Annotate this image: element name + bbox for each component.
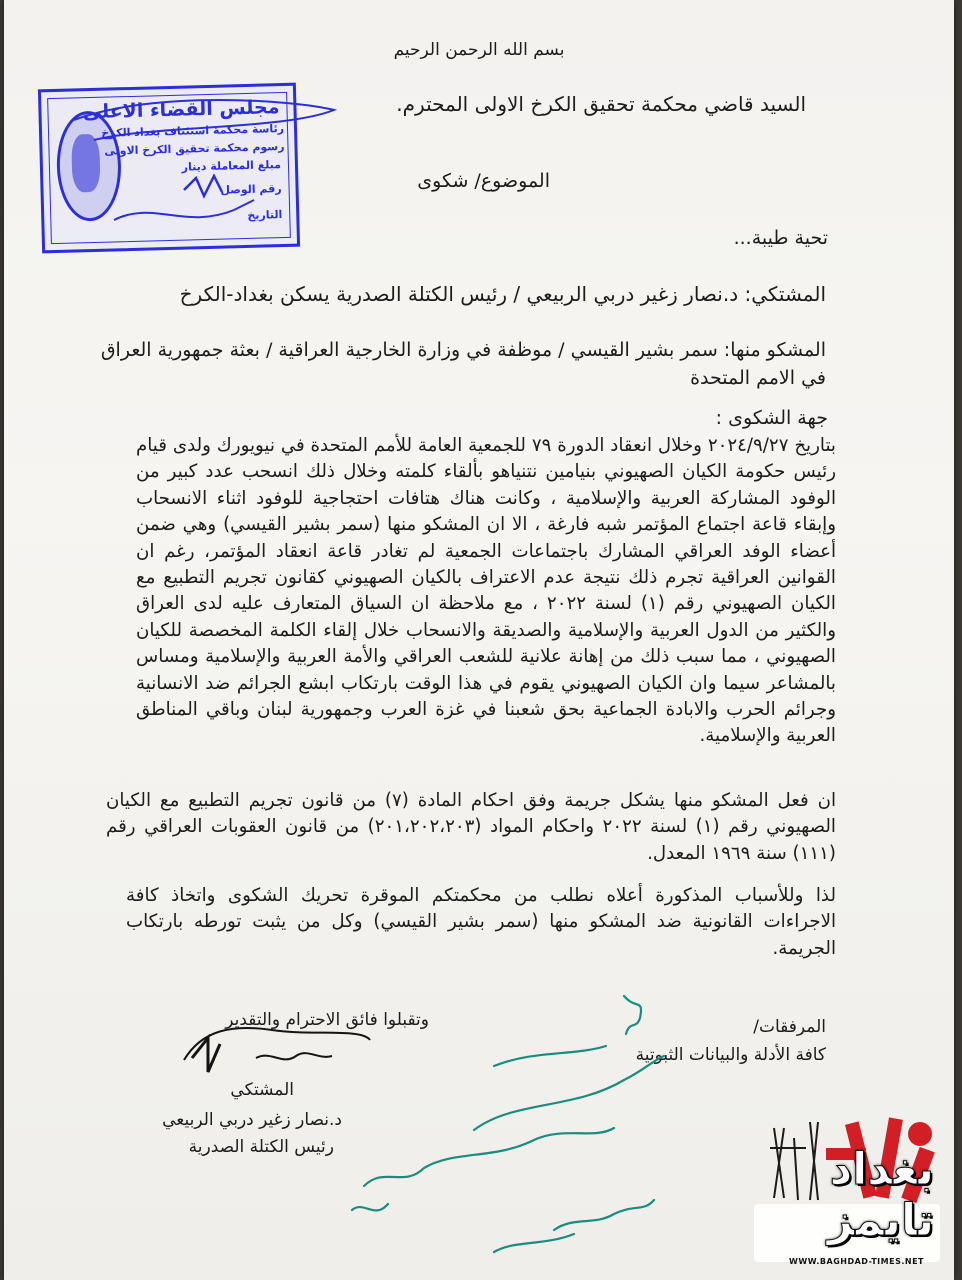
signature-title: المشتكي [230,1080,294,1100]
stamp-line-4: مبلغ المعاملة دينار [181,158,282,174]
document-page [4,0,954,1280]
stamp-line-1: مجلس القضاء الاعلى [82,96,280,124]
stamp-line-3: رسوم محكمة تحقيق الكرخ الاولى [104,139,285,158]
basmala: بسم الله الرحمن الرحيم [393,40,565,60]
attachments-label: المرفقات/ [753,1017,826,1037]
addressee-line: السيد قاضي محكمة تحقيق الكرخ الاولى المحترم. [396,92,806,116]
accused-block [101,336,826,392]
logo-url: WWW.BAGHDAD-TIMES.NET [789,1257,924,1266]
stamp-line-2: رئاسة محكمة استئناف بغداد الكرخ [101,121,285,140]
complaint-paragraph-3: لذا وللأسباب المذكورة أعلاه نطلب من محكمتكم الموقرة تحريك الشكوى واتخاذ كافة الاجراءات القانونية ضد المشكو منها (سمر بشير القيسي) وكل من يثبت تورطه بارتكاب الجريمة. [126,885,836,959]
subject-line: الموضوع/ شكوى [417,170,550,192]
greeting-line: تحية طيبة... [733,227,828,249]
closing-line: وتقبلوا فائق الاحترام والتقدير [225,1010,429,1030]
attachments-body: كافة الأدلة والبيانات الثبوتية [635,1045,826,1065]
logo-text: بغداد تايمز [827,1144,934,1246]
baghdad-times-logo [714,1108,946,1272]
accused-line-1: المشكو منها: سمر بشير القيسي / موظفة في وزارة الخارجية العراقية / بعثة جمهورية العراق [100,339,826,361]
signature-icon [172,1020,372,1090]
complaint-paragraph-1: بتاريخ ٢٠٢٤/٩/٢٧ وخلال انعقاد الدورة ٧٩ للجمعية العامة للأمم المتحدة في نيويورك ولدى قيام رئيس حكومة الكيان الصهيوني بنيامين نتنياهو بألقاء كلمته وخلال ذلك انسحب عدد كبير من الوفود المشاركة العربية والإسلامية ، وكانت هناك هتافات احتجاجية للوفود اثناء الانسحاب وإبقاء قاعة اجتماع المؤتمر شبه فارغة ، الا ان المشكو منها (سمر بشير القيسي) وهي ضمن أعضاء الوفد العراقي المشارك باجتماعات الجمعية لم تغادر قاعة انعقاد المؤتمر، رغم ان القوانين العراقية تجرم ذلك نتيجة عدم الاعتراف بالكيان الصهيوني كقانون تجريم التطبيع مع الكيان الصهيوني رقم (١) لسنة ٢٠٢٢ ، مع ملاحظة ان السياق المتعارف عليه لدى العراق والكثير من الدول العربية والإسلامية والصديقة والانسحاب خلال إلقاء الكلمة المخصصة للكيان الصهيوني ، مما سبب ذلك من إهانة علانية للشعب العراقي والأمة العربية والإسلامية ومساس بالمشاعر سيما وان الكيان الصهيوني يقوم في هذا الوقت بارتكاب ابشع الجرائم ضد الانسانية وجرائم الحرب والابادة الجماعية بحق شعبنا في غزة العرب وجمهورية لبنان وباقي المناطق العربية والإسلامية. [136,435,836,747]
accused-line-2: في الامم المتحدة [690,367,826,389]
handwritten-annotation-icon [344,990,704,1260]
stamp-line-6: التاريخ [247,208,283,222]
signature-role: رئيس الكتلة الصدرية [188,1137,334,1157]
stamp-scribble-icon [34,80,354,260]
complaint-paragraph-2: ان فعل المشكو منها يشكل جريمة وفق احكام المادة (٧) من قانون تجريم التطبيع مع الكيان الصهيوني رقم (١) لسنة ٢٠٢٢ واحكام المواد (٢٠١،٢٠٢،٢٠٣) من قانون العقوبات العراقي رقم (١١١) سنة ١٩٦٩ المعدل. [106,790,837,864]
complainant-line: المشتكي: د.نصار زغير دربي الربيعي / رئيس الكتلة الصدرية يسكن بغداد-الكرخ [179,282,826,306]
complaint-side-title: جهة الشكوى : [715,407,828,429]
stamp-line-5: رقم الوصل [220,182,282,197]
signature-name: د.نصار زغير دربي الربيعي [162,1110,342,1130]
